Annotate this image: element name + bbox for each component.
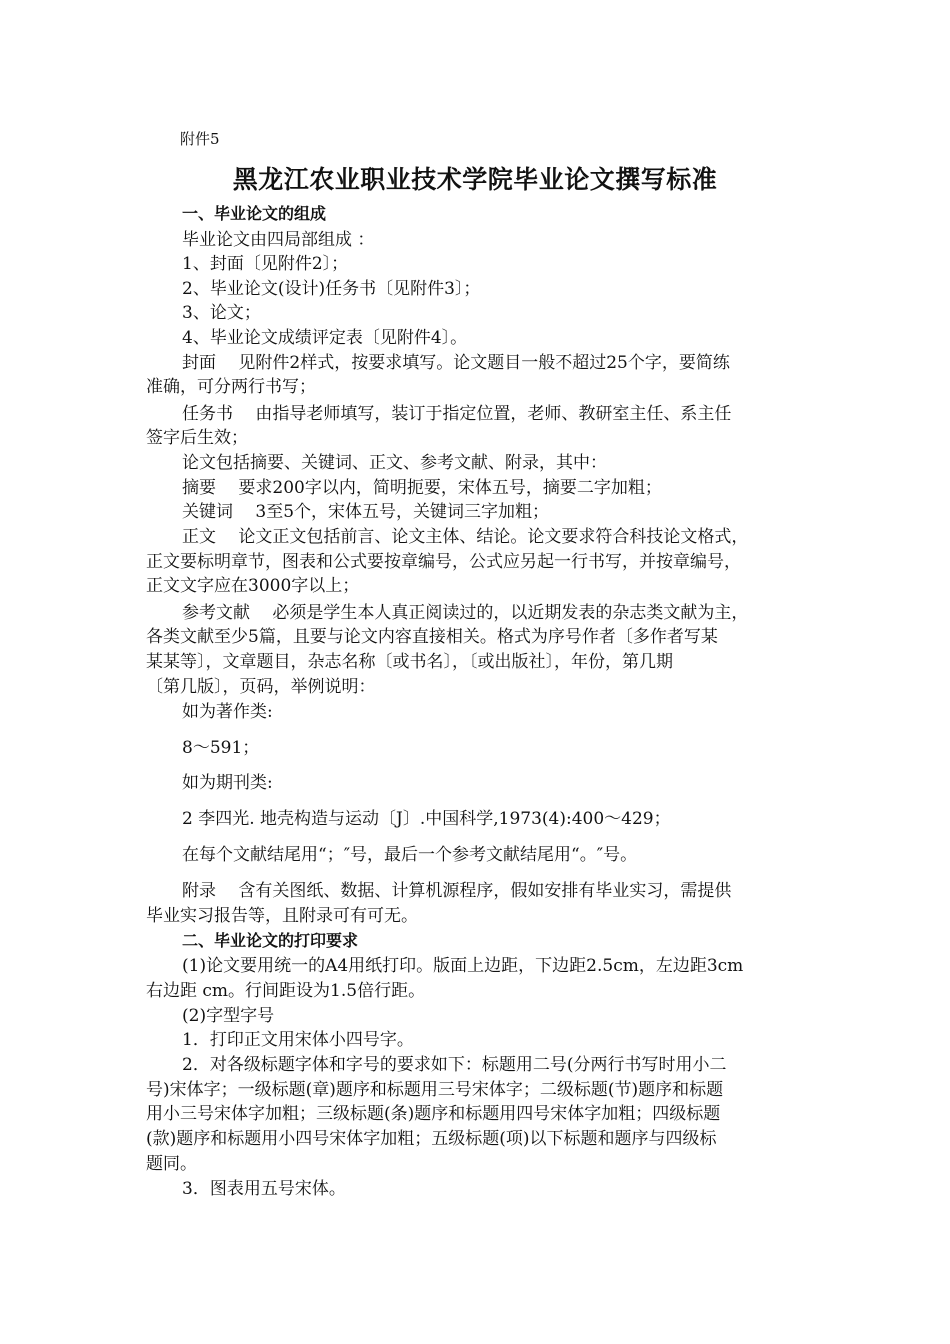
keywords-paragraph: 关键词 3至5个，宋体五号，关键词三字加粗； [182,502,550,522]
journal-label: 如为期刊类: [182,773,273,793]
appendix-paragraph-cont: 毕业实习报告等，且附录可有可无。 [146,906,418,926]
body-paragraph: 正文 论文正文包括前言、论文主体、结论。论文要求符合科技论文格式， [182,527,749,547]
includes-paragraph: 论文包括摘要、关键词、正文、参考文献、附录，其中： [182,453,607,473]
abstract-paragraph: 摘要 要求200字以内，简明扼要，宋体五号，摘要二字加粗； [182,478,662,498]
rule-3: 3．图表用五号宋体。 [182,1179,346,1199]
book-example: 8～591； [182,738,260,758]
rule-2-cont: 号)宋体字；一级标题(章)题序和标题用三号宋体字；二级标题(节)题序和标题 [146,1080,724,1100]
print-paragraph-cont: 右边距 cm。行间距设为1.5倍行距。 [146,981,426,1001]
task-paragraph-cont: 签字后生效； [146,428,248,448]
list-item: 4、毕业论文成绩评定表〔见附件4〕。 [182,328,468,348]
body-paragraph-cont: 正文要标明章节，图表和公式要按章编号，公式应另起一行书写，并按章编号， [146,552,741,572]
rule-2-cont: 用小三号宋体字加粗；三级标题(条)题序和标题用四号宋体字加粗；四级标题 [146,1104,721,1124]
book-label: 如为著作类: [182,702,273,722]
print-paragraph: (1)论文要用统一的A4用纸打印。版面上边距，下边距2.5cm，左边距3cm [182,956,744,976]
refs-paragraph-cont: 某某等〕，文章题目，杂志名称〔或书名〕，〔或出版社〕，年份，第几期 [146,652,673,672]
cover-paragraph-cont: 准确，可分两行书写； [146,377,316,397]
list-item: 3、论文； [182,303,261,323]
journal-example: 2 李四光. 地壳构造与运动〔J〕.中国科学,1973(4):400～429； [182,809,671,829]
page-title: 黑龙江农业职业技术学院毕业论文撰写标准 [232,165,718,194]
ending-paragraph: 在每个文献结尾用“；″号，最后一个参考文献结尾用“。″号。 [182,845,638,865]
section1-intro: 毕业论文由四局部组成 ： [182,230,375,250]
refs-paragraph-cont: 〔第几版〕，页码，举例说明： [146,677,376,697]
attachment-label: 附件5 [180,130,220,148]
refs-paragraph-cont: 各类文献至少5篇，且要与论文内容直接相关。格式为序号作者〔多作者写某 [146,627,718,647]
body-paragraph-cont: 正文文字应在3000字以上； [146,576,360,596]
rule-2-cont: (款)题序和标题用小四号宋体字加粗；五级标题(项)以下标题和题序与四级标 [146,1129,717,1149]
list-item: 2、毕业论文(设计)任务书〔见附件3〕； [182,279,481,299]
rule-2-cont: 题同。 [146,1154,197,1174]
section1-heading: 一、毕业论文的组成 [182,204,327,223]
refs-paragraph: 参考文献 必须是学生本人真正阅读过的，以近期发表的杂志类文献为主， [182,603,749,623]
cover-paragraph: 封面 见附件2样式，按要求填写。论文题目一般不超过25个字，要简练 [182,353,730,373]
list-item: 1、封面〔见附件2〕； [182,254,349,274]
rule-2: 2．对各级标题字体和字号的要求如下：标题用二号(分两行书写时用小二 [182,1055,727,1075]
section2-heading: 二、毕业论文的打印要求 [182,931,359,950]
rule-1: 1．打印正文用宋体小四号字。 [182,1030,414,1050]
task-paragraph: 任务书 由指导老师填写，装订于指定位置，老师、教研室主任、系主任 [182,404,732,424]
appendix-paragraph: 附录 含有关图纸、数据、计算机源程序，假如安排有毕业实习，需提供 [182,881,732,901]
font-size-heading: (2)字型字号 [182,1006,275,1026]
